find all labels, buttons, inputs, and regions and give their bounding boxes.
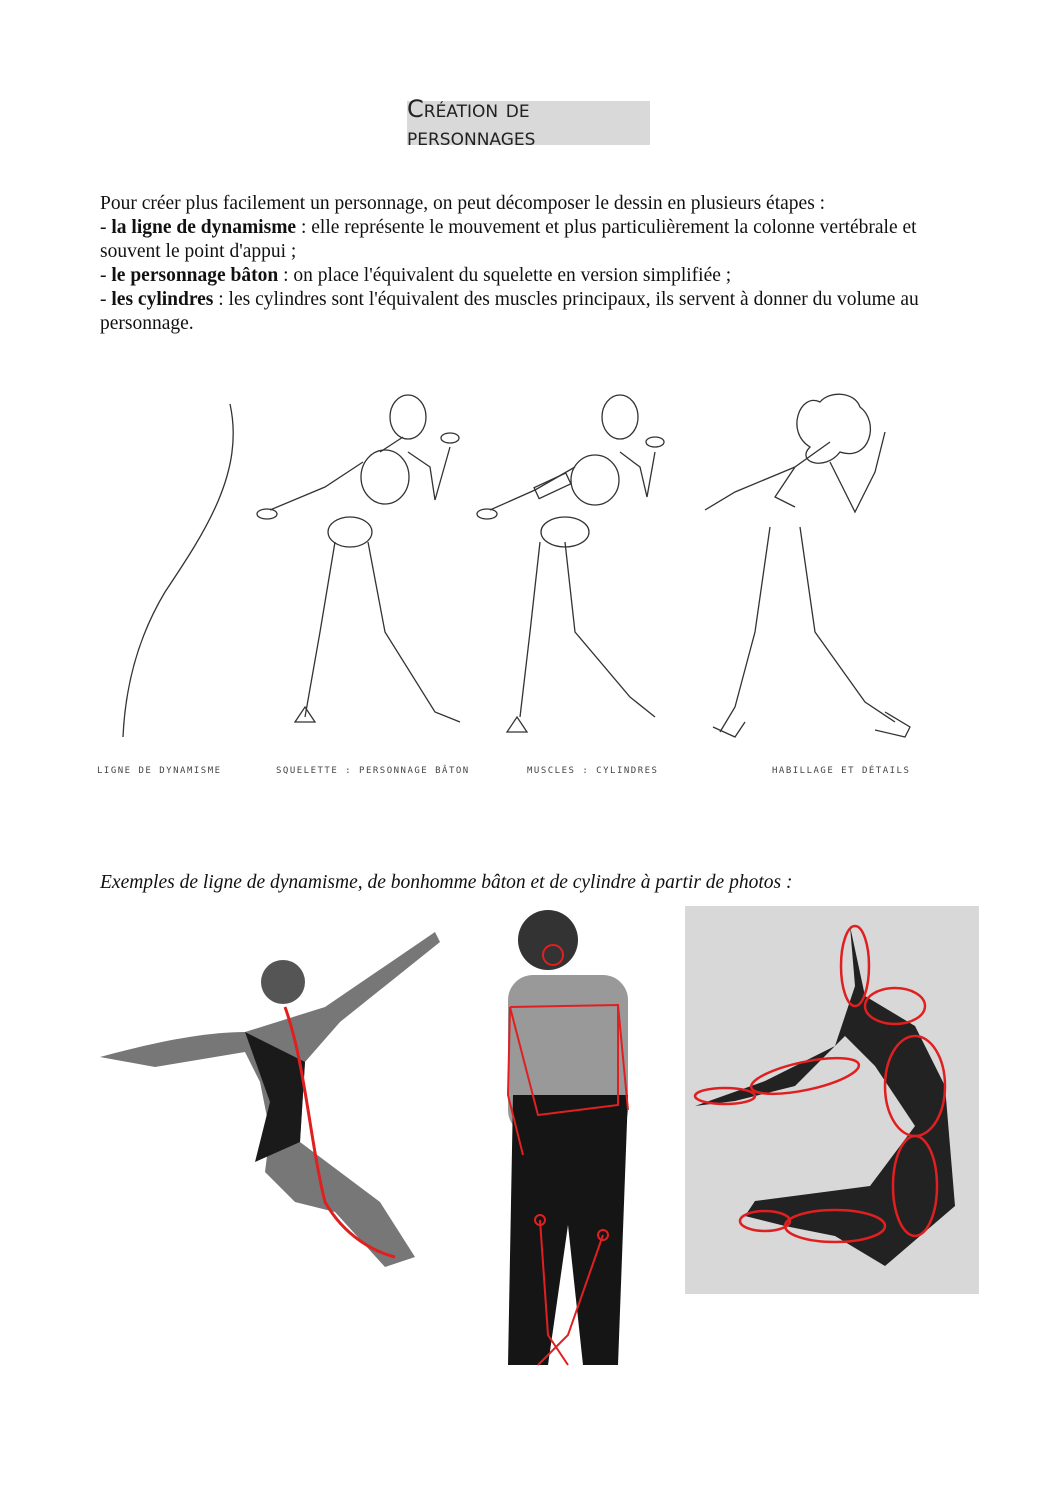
term-1: la ligne de dynamisme: [111, 217, 297, 238]
desc-1: : elle représente le mouvement et plus particulièrement la colonne vertébrale et souvent le point d'appui ;: [100, 217, 917, 262]
clothed-character: [705, 394, 910, 737]
dynamism-line: [123, 404, 233, 737]
caption-details: HABILLAGE ET DÉTAILS: [772, 766, 911, 776]
stick-figure: [257, 395, 460, 722]
dancer-photo: [685, 906, 979, 1294]
caption-dynamism: LIGNE DE DYNAMISME: [97, 766, 222, 776]
term-2: le personnage bâton: [111, 265, 279, 286]
intro-item-1: - la ligne de dynamisme : elle représente le mouvement et plus particulièrement la colonne vertébrale et souvent le point d'appui ;: [100, 217, 917, 262]
intro-lead: Pour créer plus facilement un personnage, on peut décomposer le dessin en plusieurs étapes :: [100, 193, 826, 214]
standing-man-photo: [478, 895, 668, 1387]
desc-2: : on place l'équivalent du squelette en version simplifiée ;: [278, 265, 732, 286]
term-3: les cylindres: [111, 289, 214, 310]
caption-skeleton: SQUELETTE : PERSONNAGE BÂTON: [276, 766, 470, 776]
intro-text: [100, 192, 930, 336]
intro-item-3: - les cylindres : les cylindres sont l'équivalent des muscles principaux, ils servent à donner du volume au personnage.: [100, 289, 919, 334]
intro-item-2: - le personnage bâton : on place l'équivalent du squelette en version simplifiée ;: [100, 265, 732, 286]
cylinder-figure: [477, 395, 664, 732]
character-stages-illustration: [95, 392, 965, 752]
skater-photo: [95, 912, 455, 1282]
examples-heading: Exemples de ligne de dynamisme, de bonhomme bâton et de cylindre à partir de photos :: [100, 872, 793, 893]
caption-cylinders: MUSCLES : CYLINDRES: [527, 766, 659, 776]
page-title: Création de personnages: [407, 101, 650, 145]
desc-3: : les cylindres sont l'équivalent des muscles principaux, ils servent à donner du volume au personnage.: [100, 289, 919, 334]
